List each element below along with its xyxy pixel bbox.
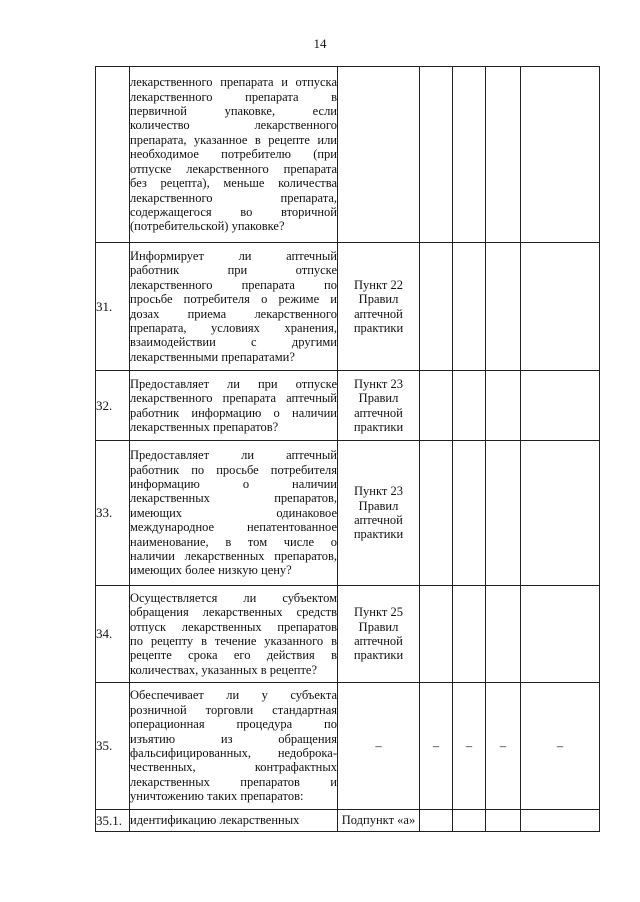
question-line: розничной торговли стандартная bbox=[130, 702, 337, 717]
answer-cell: – bbox=[521, 683, 600, 810]
checklist-table bbox=[95, 66, 600, 832]
question-line: количествах, указанных в рецепте? bbox=[130, 662, 318, 677]
reference-line: практики bbox=[353, 648, 404, 663]
answer-cell bbox=[453, 586, 486, 683]
answer-cell bbox=[420, 586, 453, 683]
answer-cell bbox=[420, 810, 453, 832]
answer-cell bbox=[521, 371, 600, 441]
table-row bbox=[96, 371, 600, 441]
answer-cell: – bbox=[453, 683, 486, 810]
question-cell bbox=[130, 441, 338, 586]
question-line: лекарственных препаратов и bbox=[130, 774, 337, 789]
question-line: имеющих более низкую цену? bbox=[130, 563, 292, 578]
question-cell bbox=[130, 810, 338, 832]
question-line: лекарственного препарата и отпуска bbox=[130, 75, 337, 90]
answer-cell bbox=[521, 243, 600, 371]
table-row bbox=[96, 586, 600, 683]
question-line: Осуществляется ли субъектом bbox=[130, 590, 337, 605]
reference-line: Правил bbox=[358, 498, 399, 513]
question-line: первичной упаковке, если bbox=[130, 104, 337, 119]
answer-cell bbox=[486, 371, 521, 441]
table-row bbox=[96, 683, 600, 810]
reference-line: практики bbox=[353, 320, 404, 335]
reference-line: практики bbox=[353, 419, 404, 434]
reference-line: Правил bbox=[358, 391, 399, 406]
answer-cell bbox=[521, 441, 600, 586]
question-line: без рецепта), меньше количества bbox=[130, 176, 337, 191]
reference-line: аптечной bbox=[354, 306, 403, 321]
answer-cell bbox=[453, 371, 486, 441]
question-line: наличии лекарственных препаратов, bbox=[130, 549, 337, 564]
table-row bbox=[96, 67, 600, 243]
question-line: изъятию из обращения bbox=[130, 731, 337, 746]
answer-cell bbox=[486, 243, 521, 371]
question-line: лекарственного препарата аптечный bbox=[130, 391, 337, 406]
question-line: лекарственного препарата по bbox=[130, 277, 337, 292]
table-row bbox=[96, 441, 600, 586]
row-number bbox=[96, 67, 130, 243]
question-line: информацию о наличии bbox=[130, 476, 337, 491]
answer-cell: – bbox=[420, 683, 453, 810]
page-number: 14 bbox=[313, 36, 327, 51]
question-cell bbox=[130, 243, 338, 371]
reference-line: аптечной bbox=[354, 634, 403, 648]
row-number: 33. bbox=[96, 441, 130, 586]
answer-cell bbox=[453, 67, 486, 243]
reference-line: практики bbox=[353, 527, 404, 542]
answer-cell bbox=[420, 243, 453, 371]
question-line: обращения лекарственных средств bbox=[130, 605, 337, 620]
answer-cell bbox=[521, 586, 600, 683]
regulation-reference-cell bbox=[338, 586, 420, 683]
question-line: международное непатентованное bbox=[130, 520, 337, 535]
regulation-reference-cell bbox=[338, 371, 420, 441]
question-line: препарата, указанное в рецепте или bbox=[130, 132, 337, 147]
question-line: имеющих одинаковое bbox=[130, 505, 337, 520]
answer-cell bbox=[486, 67, 521, 243]
question-line: работник при отпуске bbox=[130, 263, 337, 278]
question-line: Информирует ли аптечный bbox=[130, 248, 337, 263]
answer-cell bbox=[420, 371, 453, 441]
reference-line: Пункт 23 bbox=[354, 376, 403, 391]
question-line: наименование, в том числе о bbox=[130, 534, 337, 549]
question-line: дозах приема лекарственного bbox=[130, 306, 337, 321]
question-line: идентификацию лекарственных bbox=[130, 813, 300, 828]
question-line: (потребительской) упаковке? bbox=[130, 219, 285, 234]
answer-cell bbox=[521, 810, 600, 832]
reference-line: Пункт 23 bbox=[354, 484, 403, 499]
question-line: отпуске лекарственного препарата bbox=[130, 161, 337, 176]
question-line: отпуск лекарственных препаратов bbox=[130, 619, 337, 634]
regulation-reference-cell bbox=[338, 243, 420, 371]
table-row bbox=[96, 810, 600, 832]
question-line: необходимое потребителю (при bbox=[130, 147, 337, 162]
reference-line: Пункт 25 bbox=[354, 605, 403, 620]
regulation-reference-cell bbox=[338, 441, 420, 586]
regulation-reference-cell bbox=[338, 810, 420, 832]
reference-line: – bbox=[375, 738, 382, 753]
answer-cell bbox=[521, 67, 600, 243]
question-line: фальсифицированных, недоброка- bbox=[130, 746, 337, 760]
question-cell bbox=[130, 683, 338, 810]
answer-cell bbox=[486, 441, 521, 586]
question-line: лекарственными препаратами? bbox=[130, 349, 295, 364]
regulation-reference-cell bbox=[338, 67, 420, 243]
question-line: лекарственных препаратов, bbox=[130, 491, 337, 506]
reference-line: Пункт 22 bbox=[354, 277, 403, 292]
question-line: операционная процедура по bbox=[130, 717, 337, 732]
question-line: просьбе потребителя о режиме и bbox=[130, 292, 337, 307]
question-line: уничтожению таких препаратов: bbox=[130, 789, 304, 804]
row-number: 35.1. bbox=[96, 810, 130, 832]
question-line: работник по просьбе потребителя bbox=[130, 462, 337, 477]
question-line: по рецепту в течение указанного в bbox=[130, 634, 337, 648]
question-line: работник информацию о наличии bbox=[130, 405, 337, 420]
question-line: содержащегося во вторичной bbox=[130, 204, 337, 219]
reference-line: Подпункт «а» bbox=[341, 813, 416, 828]
reference-line: Правил bbox=[358, 619, 399, 634]
reference-line: Правил bbox=[358, 292, 399, 307]
row-number: 34. bbox=[96, 586, 130, 683]
question-cell bbox=[130, 67, 338, 243]
question-line: рецепте срока его действия в bbox=[130, 648, 337, 663]
answer-cell bbox=[420, 67, 453, 243]
question-line: чественных, контрафактных bbox=[130, 760, 337, 775]
question-line: препарата, условиях хранения, bbox=[130, 320, 337, 335]
reference-line: аптечной bbox=[354, 405, 403, 420]
question-line: Предоставляет ли аптечный bbox=[130, 448, 337, 463]
question-line: лекарственных препаратов? bbox=[130, 419, 279, 434]
row-number: 32. bbox=[96, 371, 130, 441]
answer-cell bbox=[453, 243, 486, 371]
question-line: лекарственного препарата в bbox=[130, 89, 337, 104]
answer-cell bbox=[420, 441, 453, 586]
question-line: лекарственного препарата, bbox=[130, 190, 337, 205]
answer-cell bbox=[486, 810, 521, 832]
reference-line: аптечной bbox=[354, 513, 403, 527]
answer-cell bbox=[486, 586, 521, 683]
question-line: Обеспечивает ли у субъекта bbox=[130, 688, 337, 703]
question-cell bbox=[130, 586, 338, 683]
regulation-reference-cell bbox=[338, 683, 420, 810]
table-row bbox=[96, 243, 600, 371]
question-line: взаимодействии с другими bbox=[130, 335, 337, 350]
answer-cell: – bbox=[486, 683, 521, 810]
row-number: 31. bbox=[96, 243, 130, 371]
answer-cell bbox=[453, 810, 486, 832]
question-cell bbox=[130, 371, 338, 441]
row-number: 35. bbox=[96, 683, 130, 810]
answer-cell bbox=[453, 441, 486, 586]
question-line: количество лекарственного bbox=[130, 118, 337, 133]
question-line: Предоставляет ли при отпуске bbox=[130, 376, 337, 391]
